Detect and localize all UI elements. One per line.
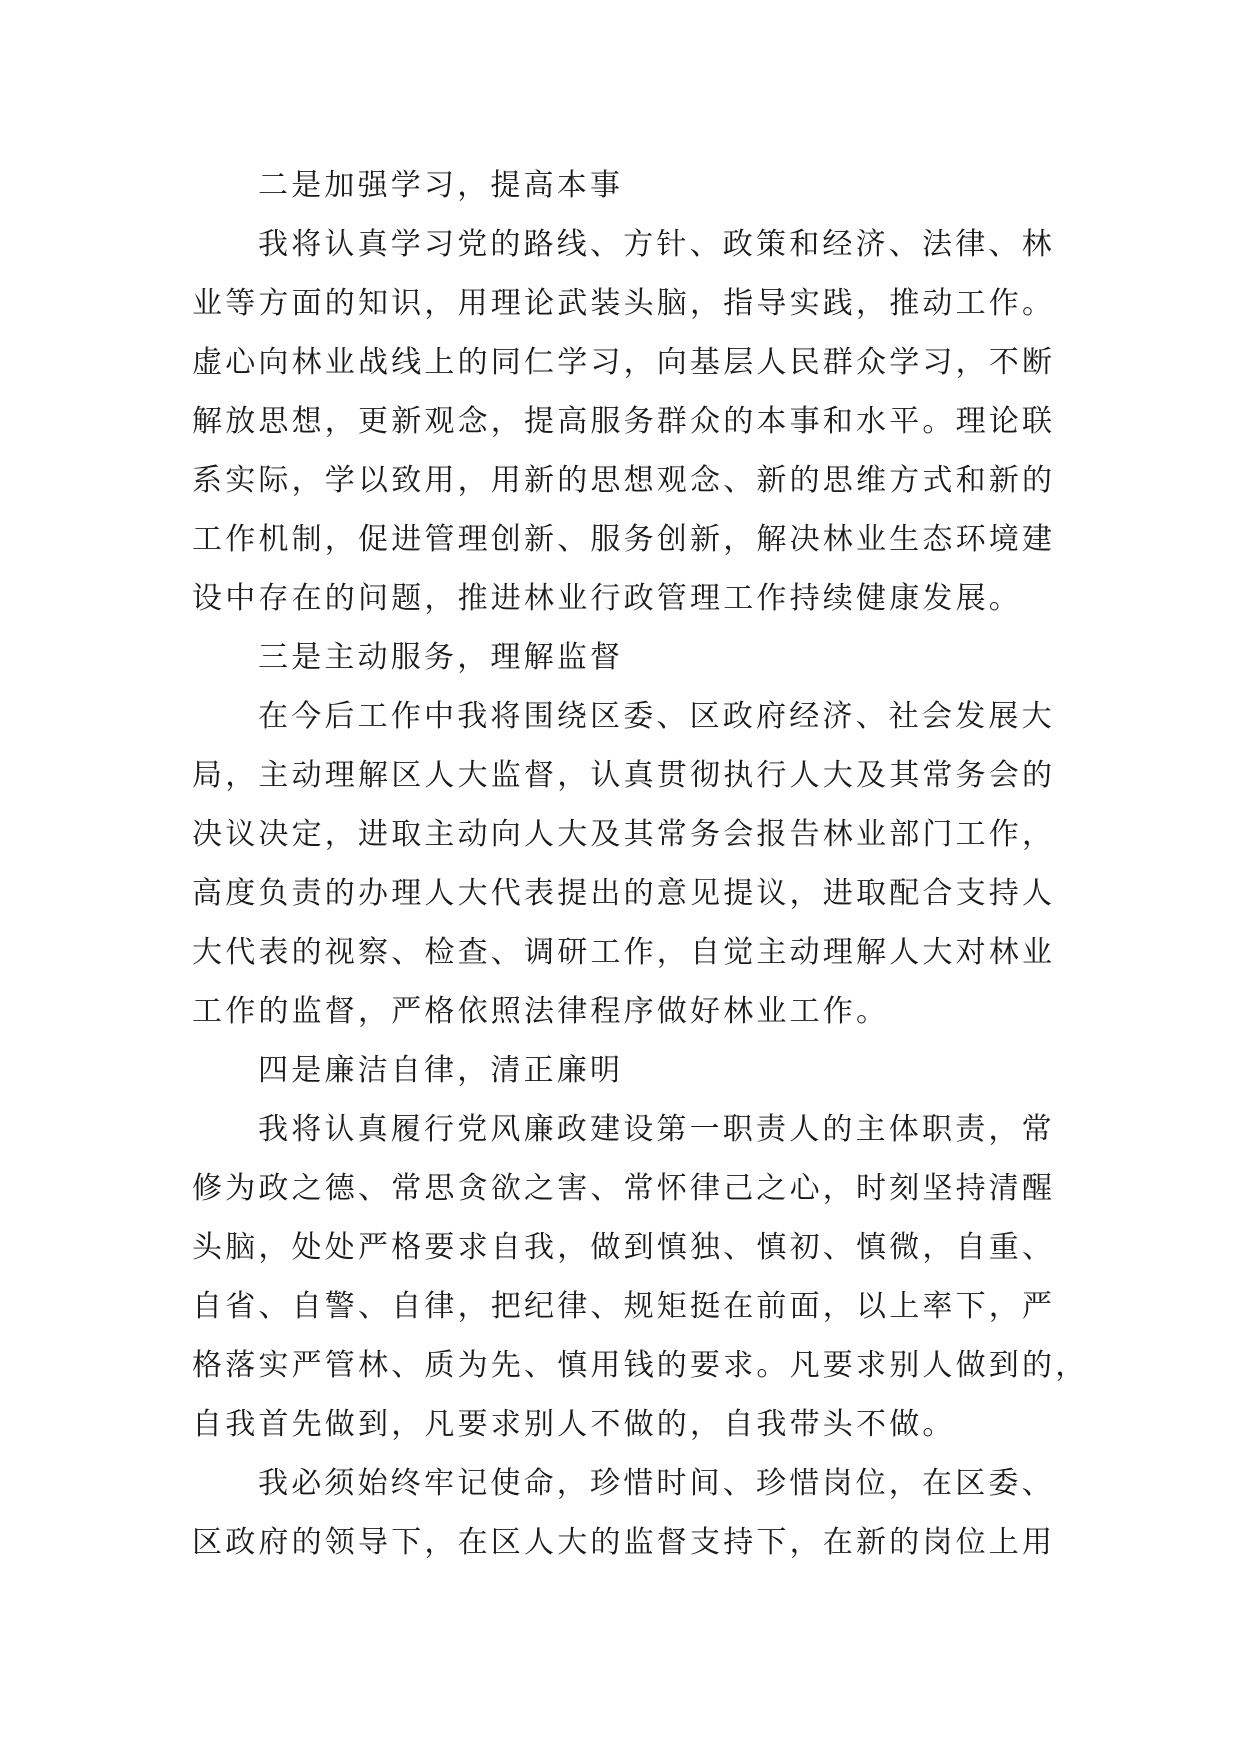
paragraph-line: 我必须始终牢记使命，珍惜时间、珍惜岗位，在区委、 xyxy=(258,1466,1055,1501)
heading-learning: 二是加强学习，提高本事 xyxy=(258,168,624,203)
paragraph-line: 虚心向林业战线上的同仁学习，向基层人民群众学习，不断 xyxy=(192,345,1056,380)
paragraph-line: 解放思想，更新观念，提高服务群众的本事和水平。理论联 xyxy=(192,404,1056,439)
paragraph-line: 高度负责的办理人大代表提出的意见提议，进取配合支持人 xyxy=(192,876,1056,911)
paragraph-line: 头脑，处处严格要求自我，做到慎独、慎初、慎微，自重、 xyxy=(192,1230,1056,1265)
paragraph-line: 在今后工作中我将围绕区委、区政府经济、社会发展大 xyxy=(258,699,1055,734)
paragraph-line: 决议决定，进取主动向人大及其常务会报告林业部门工作， xyxy=(192,817,1056,852)
paragraph-line: 工作机制，促进管理创新、服务创新，解决林业生态环境建 xyxy=(192,522,1056,557)
paragraph-line: 我将认真履行党风廉政建设第一职责人的主体职责，常 xyxy=(258,1112,1055,1147)
paragraph-line: 系实际，学以致用，用新的思想观念、新的思维方式和新的 xyxy=(192,463,1056,498)
paragraph-line: 区政府的领导下，在区人大的监督支持下，在新的岗位上用 xyxy=(192,1525,1056,1560)
paragraph-line: 局，主动理解区人大监督，认真贯彻执行人大及其常务会的 xyxy=(192,758,1056,793)
paragraph-line: 自省、自警、自律，把纪律、规矩挺在前面，以上率下，严 xyxy=(192,1289,1056,1324)
paragraph-line: 大代表的视察、检查、调研工作，自觉主动理解人大对林业 xyxy=(192,935,1056,970)
heading-service: 三是主动服务，理解监督 xyxy=(258,640,624,675)
paragraph-line: 业等方面的知识，用理论武装头脑，指导实践，推动工作。 xyxy=(192,286,1056,321)
paragraph-line: 设中存在的问题，推进林业行政管理工作持续健康发展。 xyxy=(192,581,1022,616)
heading-integrity: 四是廉洁自律，清正廉明 xyxy=(258,1053,624,1088)
paragraph-line: 自我首先做到，凡要求别人不做的，自我带头不做。 xyxy=(192,1407,956,1442)
paragraph-line: 工作的监督，严格依照法律程序做好林业工作。 xyxy=(192,994,890,1029)
paragraph-line: 我将认真学习党的路线、方针、政策和经济、法律、林 xyxy=(258,227,1055,262)
paragraph-line: 修为政之德、常思贪欲之害、常怀律己之心，时刻坚持清醒 xyxy=(192,1171,1056,1206)
paragraph-line: 格落实严管林、质为先、慎用钱的要求。凡要求别人做到的， xyxy=(192,1348,1089,1383)
